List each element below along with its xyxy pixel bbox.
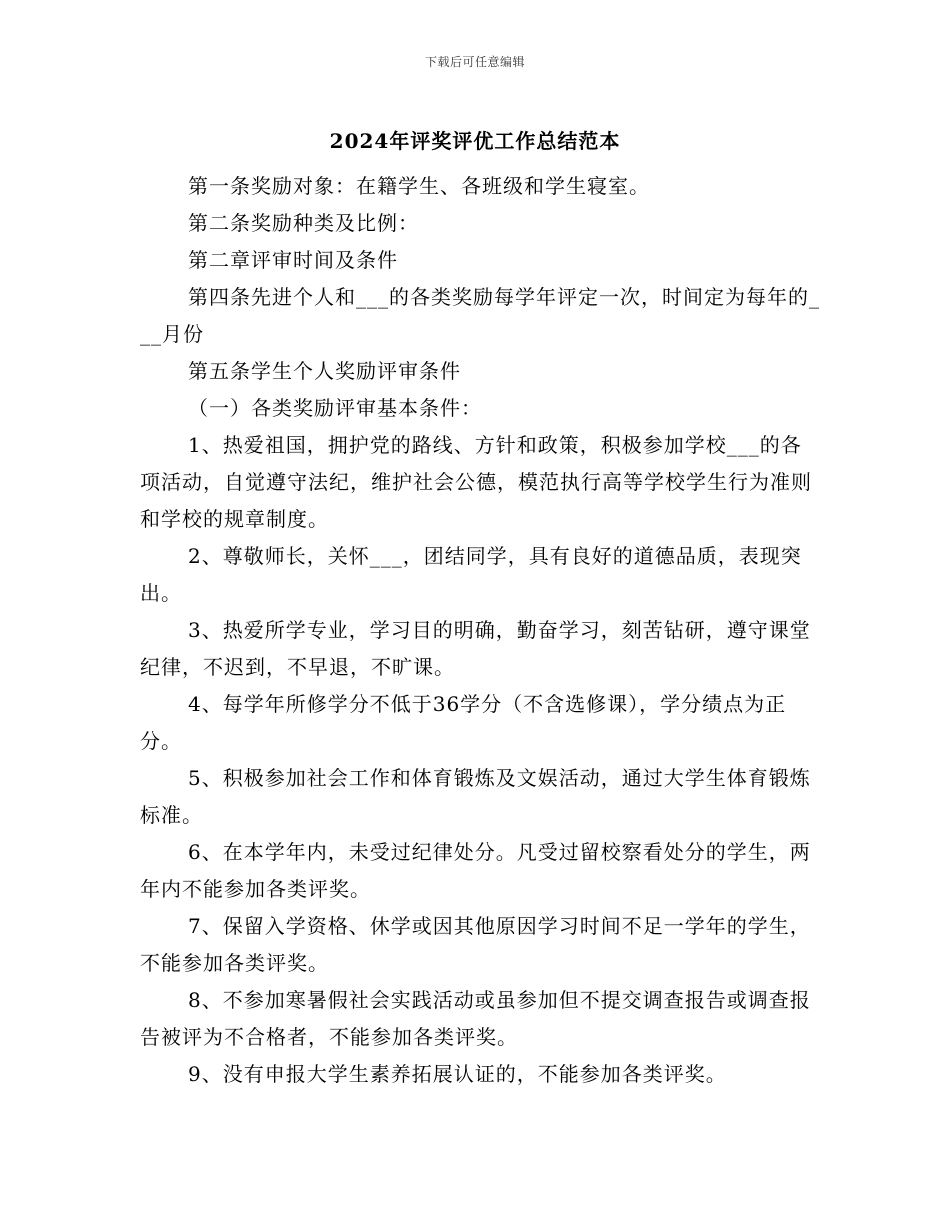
paragraph-4: 第四条先进个人和___的各类奖励每学年评定一次，时间定为每年的___月份 — [140, 285, 820, 346]
paragraph-1: 第一条奖励对象：在籍学生、各班级和学生寝室。 — [188, 174, 650, 198]
document-title: 2024年评奖评优工作总结范本 — [329, 129, 621, 153]
paragraph-8: 2、尊敬师长，关怀___，团结同学，具有良好的道德品质，表现突出。 — [140, 544, 802, 605]
paragraph-9: 3、热爱所学专业，学习目的明确，勤奋学习，刻苦钻研，遵守课堂纪律，不迟到，不早退，不旷课。 — [140, 618, 811, 679]
paragraph-6: （一）各类奖励评审基本条件： — [188, 396, 482, 420]
paragraph-14: 8、不参加寒暑假社会实践活动或虽参加但不提交调查报告或调查报告被评为不合格者，不能参加各类评奖。 — [140, 988, 811, 1049]
paragraph-11: 5、积极参加社会工作和体育锻炼及文娱活动，通过大学生体育锻炼标准。 — [140, 766, 811, 827]
paragraph-2: 第二条奖励种类及比例： — [188, 211, 419, 235]
paragraph-12: 6、在本学年内，未受过纪律处分。凡受过留校察看处分的学生，两年内不能参加各类评奖。 — [140, 840, 811, 901]
document-body — [140, 168, 820, 1093]
paragraph-7: 1、热爱祖国，拥护党的路线、方针和政策，积极参加学校___的各项活动，自觉遵守法纪，维护社会公德，模范执行高等学校学生行为准则和学校的规章制度。 — [140, 433, 812, 531]
paragraph-15: 9、没有申报大学生素养拓展认证的，不能参加各类评奖。 — [188, 1062, 727, 1086]
header-note: 下载后可任意编辑 — [424, 55, 525, 69]
paragraph-13: 7、保留入学资格、休学或因其他原因学习时间不足一学年的学生，不能参加各类评奖。 — [140, 914, 811, 975]
paragraph-3: 第二章评审时间及条件 — [188, 248, 398, 272]
paragraph-10: 4、每学年所修学分不低于36学分（不含选修课），学分绩点为正分。 — [140, 692, 787, 753]
paragraph-5: 第五条学生个人奖励评审条件 — [188, 359, 461, 383]
